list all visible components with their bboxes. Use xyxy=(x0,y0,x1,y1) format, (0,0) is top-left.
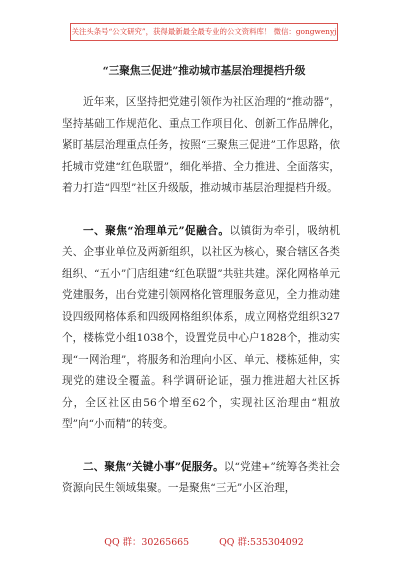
intro-paragraph: 近年来，区坚持把党建引领作为社区治理的“推动器”，坚持基础工作规范化、重点工作项目化、创新工作品牌化，紧盯基层治理重点任务，按照“三聚焦三促进”工作思路，依托城市党建“红色联盟”，细化举措、全力推进、全面落实，着力打造“四型”社区升级版，推动城市基层治理提档升级。 xyxy=(62,96,340,194)
section-1-paragraph xyxy=(62,221,340,436)
section-2-paragraph xyxy=(62,457,340,500)
qq-group-2: QQ 群:535304092 xyxy=(219,537,304,548)
section-1-heading: 一、聚焦“治理单元”促融合。 xyxy=(83,224,230,237)
footer-contact xyxy=(0,534,408,548)
qq-group-1: QQ 群：30265665 xyxy=(104,537,190,548)
document-body xyxy=(62,92,340,500)
document-title: “三聚焦三促进”推动城市基层治理提档升级 xyxy=(102,65,306,77)
section-1-text: 以镇街为牵引，吸纳机关、企事业单位及两新组织，以社区为核心，聚合辖区各类组织、“五小”门店组建“红色联盟”共驻共建。深化网格单元党建服务，出台党建引领网格化管理服务意见，全力推动建设四级网格体系和四级网格组织体系，成立网格党组织327个，楼栋党小组1038个，设置党员中心户1828个，推动实现“一网治理”，将服务和治理向小区、单元、楼栋延伸，实现党的建设全覆盖。科学调研论证，强力推进超大社区拆分，全区社区由56个增至62个，实现社区治理由“粗放型”向“小而精”的转变。 xyxy=(62,224,341,430)
section-2-heading: 二、聚焦“关键小事”促服务。 xyxy=(83,460,224,473)
promo-banner: 关注头条号“公文研究”，获得最新最全最专业的公文资料库！ 微信：gongwenyj xyxy=(70,23,338,41)
section-2-text: 以“党建+”统筹各类社会资源向民生领域集聚。一是聚焦“三无”小区治理， xyxy=(62,460,340,494)
